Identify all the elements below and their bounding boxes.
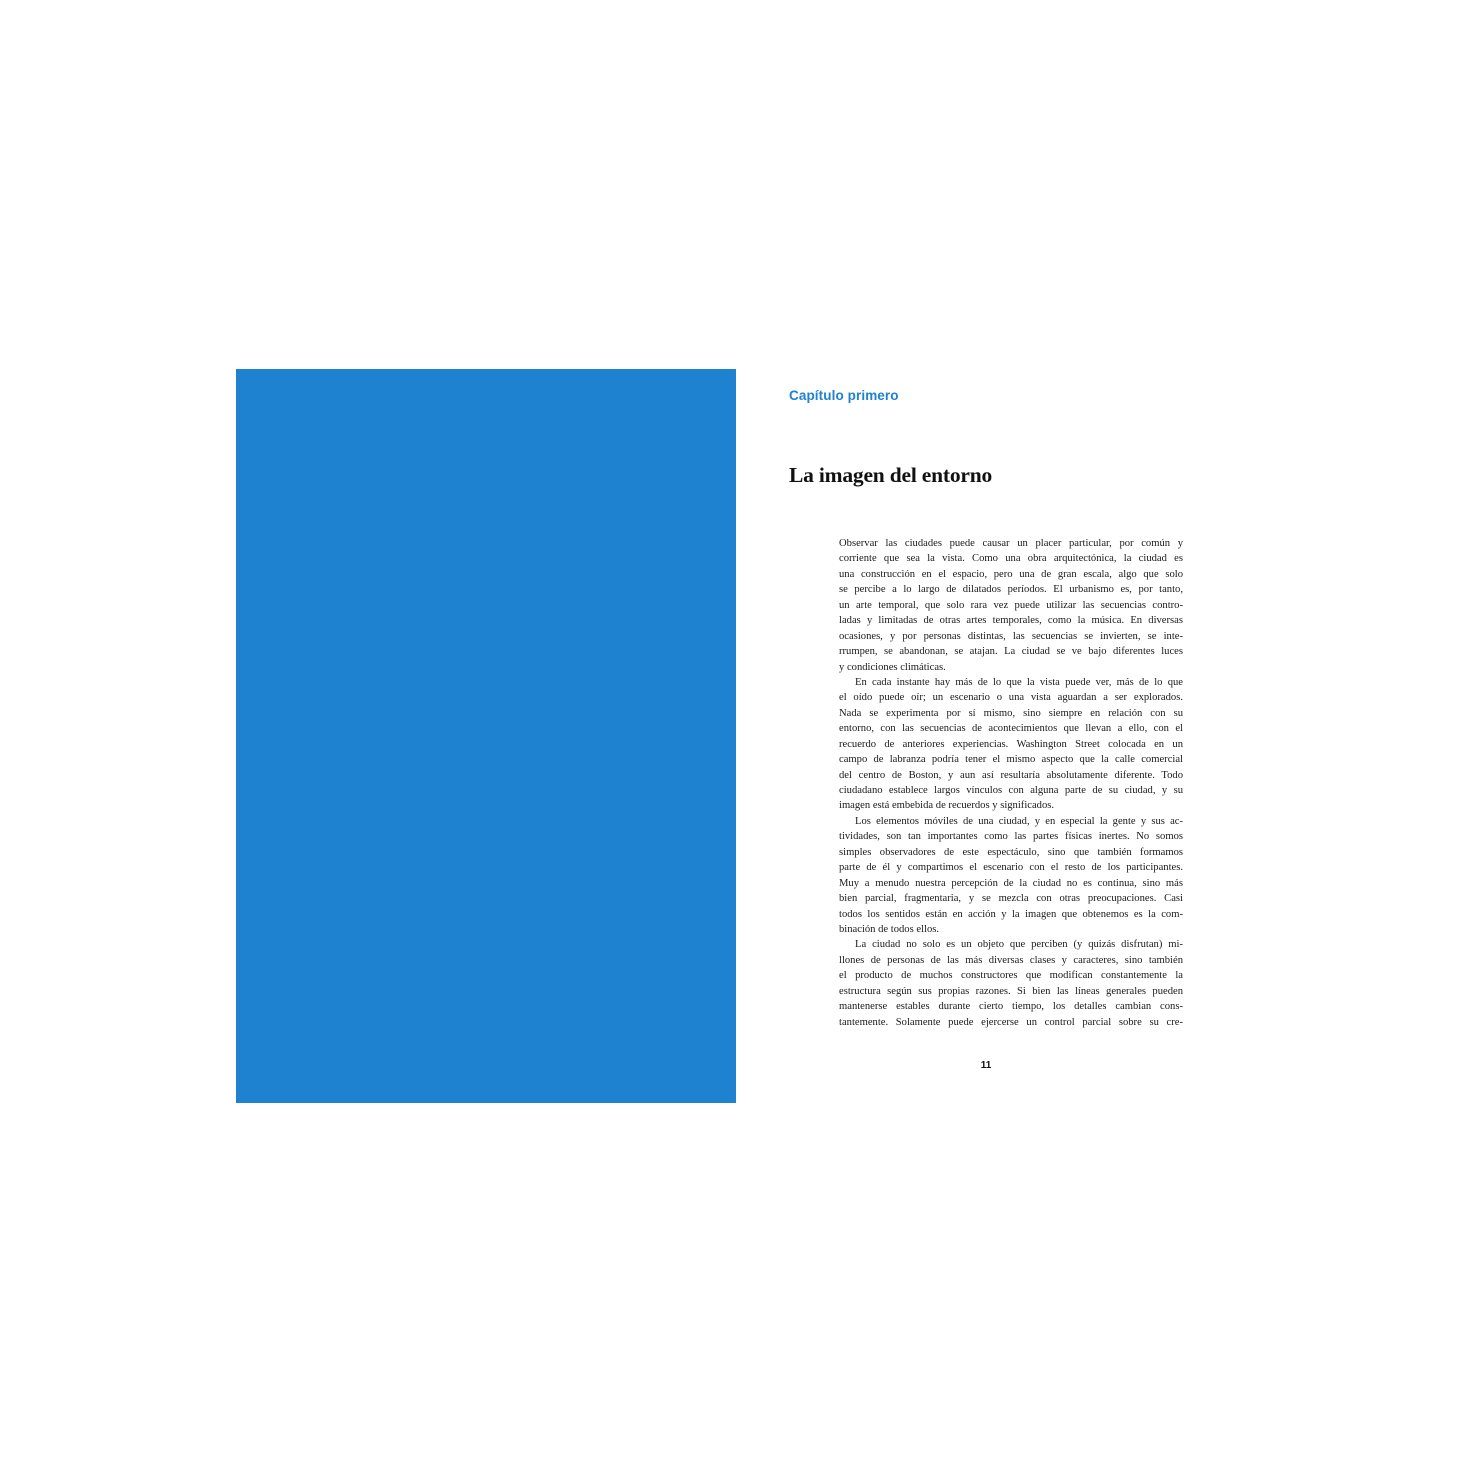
text-line: del centro de Boston, y aun así resultaría absolutamente diferente. Todo [839, 769, 1183, 781]
text-line: corriente que sea la vista. Como una obra arquitectónica, la ciudad es [839, 553, 1183, 565]
right-page [736, 369, 1236, 1103]
text-line: binación de todos ellos. [839, 923, 940, 935]
book-spread [236, 369, 1236, 1103]
text-line: bien parcial, fragmentaria, y se mezcla con otras preocupaciones. Casi [839, 893, 1183, 905]
text-line: campo de labranza podría tener el mismo aspecto que la calle comercial [839, 754, 1183, 766]
text-line: una construcción en el espacio, pero una de gran escala, algo que solo [839, 568, 1183, 580]
text-line: rrumpen, se abandonan, se atajan. La ciudad se ve bajo diferentes luces [839, 646, 1183, 658]
text-line: Nada se experimenta por sí mismo, sino siempre en relación con su [839, 707, 1183, 719]
text-line: Los elementos móviles de una ciudad, y en especial la gente y sus ac- [855, 815, 1183, 827]
text-line: La ciudad no solo es un objeto que perciben (y quizás disfrutan) mi- [855, 939, 1183, 951]
text-line: ocasiones, y por personas distintas, las secuencias se invierten, se inte- [839, 630, 1183, 642]
text-line: llones de personas de las más diversas clases y caracteres, sino también [839, 954, 1183, 966]
text-line: ciudadano establece largos vínculos con alguna parte de su ciudad, y su [839, 785, 1183, 796]
page-number: 11 [980, 1060, 992, 1071]
text-line: entorno, con las secuencias de acontecimientos que llevan a ello, con el [839, 723, 1183, 735]
text-line: En cada instante hay más de lo que la vista puede ver, más de lo que [855, 676, 1183, 688]
text-line: se percibe a lo largo de dilatados períodos. El urbanismo es, por tanto, [839, 584, 1183, 596]
text-line: ladas y limitadas de otras artes temporales, como la música. En diversas [839, 615, 1183, 627]
body-text [839, 536, 1183, 1030]
text-line: estructura según sus propias razones. Si bien las líneas generales pueden [839, 985, 1183, 997]
text-line: Observar las ciudades puede causar un placer particular, por común y [839, 538, 1183, 549]
text-line: el oído puede oír; un escenario o una vista aguardan a ser explorados. [839, 692, 1183, 704]
chapter-label: Capítulo primero [789, 388, 899, 403]
text-line: recuerdo de anteriores experiencias. Washington Street colocada en un [839, 738, 1183, 750]
chapter-title: La imagen del entorno [789, 463, 993, 487]
text-line: simples observadores de este espectáculo, sino que también formamos [839, 846, 1183, 858]
text-line: un arte temporal, que solo rara vez puede utilizar las secuencias contro- [839, 599, 1183, 611]
text-line: imagen está embebida de recuerdos y significados. [839, 800, 1055, 812]
text-line: el producto de muchos constructores que modifican constantemente la [839, 970, 1183, 982]
text-line: mantenerse estables durante cierto tiempo, los detalles cambian cons- [839, 1001, 1183, 1013]
text-line: Muy a menudo nuestra percepción de la ciudad no es continua, sino más [839, 877, 1183, 889]
text-line: todos los sentidos están en acción y la imagen que obtenemos es la com- [839, 908, 1183, 920]
text-line: tantemente. Solamente puede ejercerse un control parcial sobre su cre- [839, 1016, 1183, 1028]
text-line: tividades, son tan importantes como las partes físicas inertes. No somos [839, 831, 1183, 843]
text-line: parte de él y compartimos el escenario con el resto de los participantes. [839, 862, 1183, 874]
text-line: y condiciones climáticas. [839, 661, 946, 673]
blue-left-page [236, 369, 736, 1103]
